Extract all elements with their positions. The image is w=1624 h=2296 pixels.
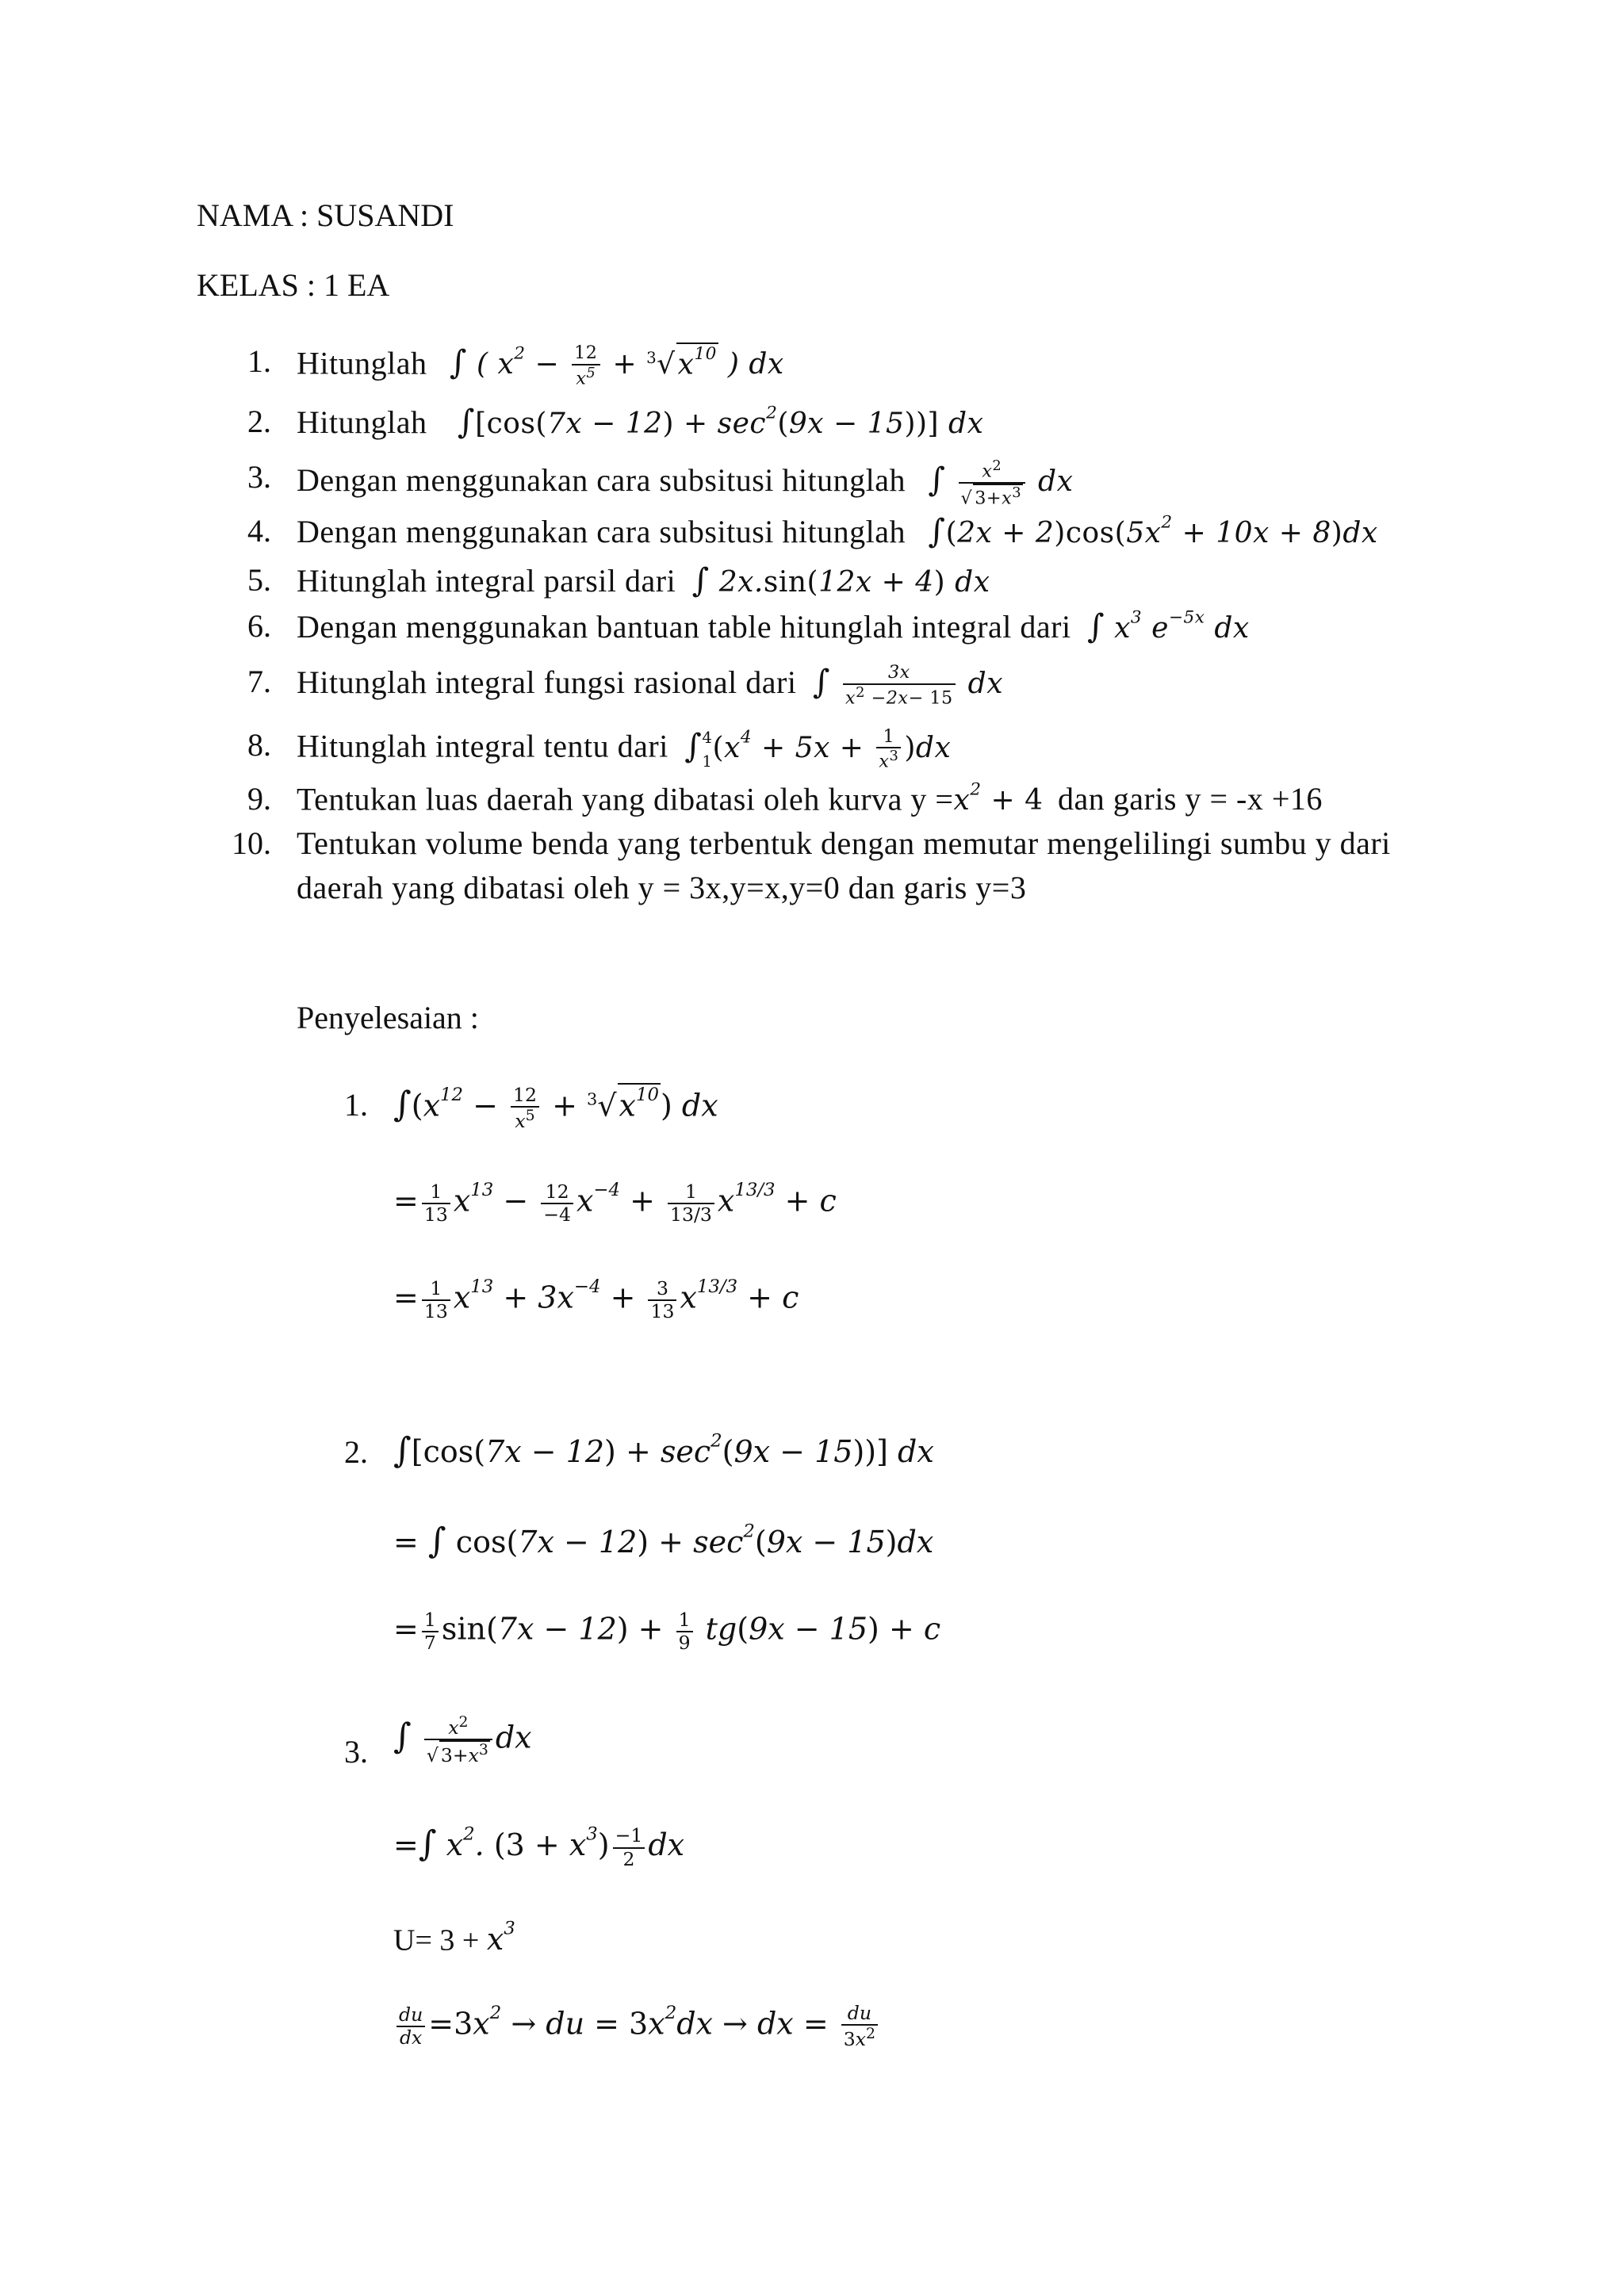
- solution-2-step-3: = $\frac{1}{7}$ sin(7x − 12) + $\frac{1}{9}$ tg(9x − 15) + c: [393, 1609, 941, 1655]
- question-1-number: 1.: [247, 343, 271, 379]
- question-7-number: 7.: [247, 664, 271, 699]
- question-2-number: 2.: [247, 404, 271, 439]
- question-3-number: 3.: [247, 459, 271, 495]
- question-5-number: 5.: [247, 562, 271, 598]
- question-9: [297, 780, 1323, 817]
- question-8-text: Hitunglah integral tentu dari: [297, 728, 668, 764]
- question-4-text: Dengan menggunakan cara subsitusi hitunglah: [297, 514, 906, 549]
- solution-3-u-label: U= 3 +: [393, 1923, 480, 1957]
- question-1-formula: ∫ ( $x^2$ − $\frac{12}{x^5}$ + $^3√x^{10}$ ) dx: [449, 342, 784, 389]
- question-9-number: 9.: [247, 781, 271, 817]
- question-5-text: Hitunglah integral parsil dari: [297, 563, 676, 599]
- solution-1-number: 1.: [344, 1087, 368, 1123]
- question-6-formula: ∫ $x^3$ $e^{-5x}$ dx: [1087, 607, 1250, 645]
- question-9-text: Tentukan luas daerah yang dibatasi oleh kurva y =: [297, 781, 954, 817]
- solution-3-step-1: ∫ $\frac{x^2}{√ 3+x^3}$ dx: [393, 1714, 532, 1766]
- question-8-number: 8.: [247, 727, 271, 763]
- question-5: [297, 561, 990, 599]
- solution-2-number: 2.: [344, 1434, 368, 1470]
- student-name: NAMA : SUSANDI: [197, 197, 454, 233]
- question-9-formula: $x^2 + 4$: [953, 780, 1044, 817]
- question-7: [297, 663, 1003, 709]
- question-6: [297, 607, 1250, 645]
- question-10-number: 10.: [232, 825, 271, 861]
- question-1: [297, 342, 784, 389]
- question-6-number: 6.: [247, 608, 271, 644]
- question-3-text: Dengan menggunakan cara subsitusi hitunglah: [297, 462, 906, 499]
- question-7-formula: ∫ $\frac{3x}{x^2 -2x- 15}$ dx: [812, 662, 1004, 709]
- question-10-line2: daerah yang dibatasi oleh y = 3x,y=x,y=0 dan garis y=3: [297, 870, 1027, 905]
- question-8-formula: ∫4 $1(x^4 + 5x$ + $\frac{1}{x^3}$ )dx: [684, 725, 952, 772]
- question-3-formula: ∫ $\frac{x^2}{√ 3+x^3}$ dx: [928, 457, 1074, 509]
- solution-1-step-3: = $\frac{1}{13}$ $x^{13} + 3x^{-4}$ + $\frac{3}{13}$ $x^{13/3} + c$: [393, 1276, 799, 1322]
- question-9-tail: dan garis y = -x +16: [1057, 781, 1323, 817]
- question-5-formula: ∫ 2x.sin(12x + 4) dx: [691, 561, 990, 599]
- question-7-text: Hitunglah integral fungsi rasional dari: [297, 664, 797, 700]
- question-10-text: Tentukan volume benda yang terbentuk dengan memutar mengelilingi sumbu y dari: [297, 825, 1391, 861]
- question-4-formula: $\int(2x + 2)\cos(5x^2 + 10x + 8)dx$: [928, 512, 1378, 550]
- question-4-number: 4.: [247, 513, 271, 549]
- question-6-text: Dengan menggunakan bantuan table hitunglah integral dari: [297, 609, 1071, 645]
- question-2-text: Hitunglah: [297, 404, 427, 440]
- question-8: [297, 726, 951, 773]
- solution-2-step-1: $\int[\cos(7x - 12) + \sec^2(9x - 15))$] dx: [393, 1430, 934, 1471]
- student-class: KELAS : 1 EA: [197, 267, 390, 303]
- solution-3-derivative: $\frac{du}{dx}$ $=3x^2$ → du = $3x^2dx$ → dx = $\frac{du}{3x^2}$: [393, 2003, 881, 2050]
- question-2-formula: $\int[\cos(7x - 12) + \sec^2(9x - 15))$] dx: [457, 403, 984, 441]
- solution-3-step-2: =∫ $x^2$. $(3 + x^3)$ $\frac{-1}{2}$ dx: [393, 1823, 685, 1870]
- solution-1-step-1: $\int(x^{12}$ − $\frac{12}{x^5}$ + $^3√x^{10}$) dx: [393, 1083, 718, 1132]
- question-3: [297, 458, 1073, 509]
- question-2: [297, 403, 983, 441]
- solutions-heading: Penyelesaian :: [297, 1000, 479, 1035]
- solution-3-number: 3.: [344, 1734, 368, 1770]
- question-4: [297, 512, 1378, 550]
- question-1-text: Hitunglah: [297, 345, 427, 381]
- solution-3-u-substitution: $U= 3 + x^3$: [393, 1919, 515, 1957]
- solution-1-step-2: = $\frac{1}{13}$ $x^{13}$ − $\frac{12}{-4}$ $x^{-4}$ + $\frac{1}{13/3}$ $x^{13/3} + c$: [393, 1180, 837, 1226]
- solution-2-step-2: = ∫ $\cos(7x - 12) + \sec^2(9x - 15)dx$: [393, 1521, 934, 1561]
